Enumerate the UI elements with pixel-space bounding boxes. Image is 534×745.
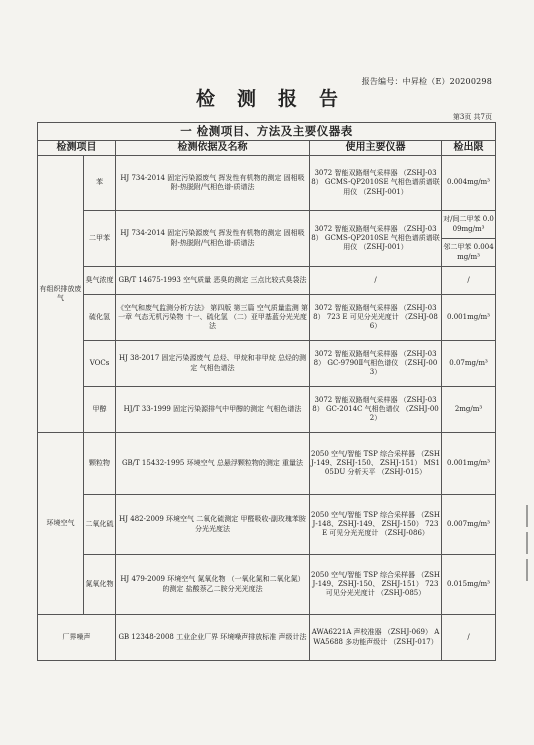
table-row bbox=[38, 615, 496, 661]
table-row bbox=[38, 156, 496, 211]
method-cell: 《空气和废气监测分析方法》 第四版 第三篇 空气质量监测 第一章 气态无机污染物 十一、硫化氢 （二）亚甲基蓝分光光度法 bbox=[116, 295, 310, 341]
item-methanol: 甲醇 bbox=[84, 387, 116, 433]
item-nox: 氮氧化物 bbox=[84, 555, 116, 615]
method-cell: HJ/T 33-1999 固定污染源排气中甲醇的测定 气相色谱法 bbox=[116, 387, 310, 433]
limit-cell: 0.004mg/m³ bbox=[442, 156, 496, 211]
header-method: 检测依据及名称 bbox=[116, 141, 310, 156]
item-vocs: VOCs bbox=[84, 341, 116, 387]
table-row bbox=[38, 211, 496, 239]
header-instrument: 使用主要仪器 bbox=[310, 141, 442, 156]
limit-cell: 对/间二甲苯 0.009mg/m³ bbox=[442, 211, 496, 239]
table-row bbox=[38, 267, 496, 295]
item-tsp: 颗粒物 bbox=[84, 433, 116, 495]
table-row bbox=[38, 555, 496, 615]
instrument-cell: 3072 智能双路烟气采样器 （ZSHJ-038） GCMS-QP2010SE 气相色谱质谱联用仪 （ZSHJ-001） bbox=[310, 156, 442, 211]
method-cell: GB/T 15432-1995 环境空气 总悬浮颗粒物的测定 重量法 bbox=[116, 433, 310, 495]
instrument-cell: 2050 空气/智能 TSP 综合采样器 （ZSHJ-149、ZSHJ-150、 ZSHJ-151） 723 可见分光光度计 （ZSHJ-085） bbox=[310, 555, 442, 615]
report-title: 检测报告 bbox=[195, 88, 360, 110]
item-odor: 臭气浓度 bbox=[84, 267, 116, 295]
method-instrument-table bbox=[37, 122, 496, 661]
page-number: 第3页 共7页 bbox=[452, 113, 492, 121]
table-row bbox=[38, 295, 496, 341]
instrument-cell: 3072 智能双路烟气采样器 （ZSHJ-038） GC-9790Ⅱ气相色谱仪 （ZSHJ-003） bbox=[310, 341, 442, 387]
limit-cell: 0.015mg/m³ bbox=[442, 555, 496, 615]
item-benzene: 苯 bbox=[84, 156, 116, 211]
method-cell: HJ 38-2017 固定污染源废气 总烃、甲烷和非甲烷 总烃的测定 气相色谱法 bbox=[116, 341, 310, 387]
table-row bbox=[38, 433, 496, 495]
method-cell: HJ 734-2014 固定污染源废气 挥发性有机物的测定 固相吸附-热脱附/气相色谱-质谱法 bbox=[116, 211, 310, 267]
header-item: 检测项目 bbox=[38, 141, 116, 156]
report-number: 报告编号：中昇检（E）20200298 bbox=[361, 77, 492, 86]
category-organic: 有组织排放废气 bbox=[38, 156, 84, 433]
limit-cell: / bbox=[442, 267, 496, 295]
section-title: 一 检测项目、方法及主要仪器表 bbox=[38, 123, 496, 141]
instrument-cell: / bbox=[310, 267, 442, 295]
table-row bbox=[38, 387, 496, 433]
table-row bbox=[38, 341, 496, 387]
category-noise: 厂界噪声 bbox=[38, 615, 116, 661]
method-cell: HJ 482-2009 环境空气 二氧化硫测定 甲醛吸收-副玫瑰苯胺分光光度法 bbox=[116, 495, 310, 555]
item-xylene: 二甲苯 bbox=[84, 211, 116, 267]
method-cell: HJ 734-2014 固定污染源废气 挥发性有机物的测定 固相吸附-热脱附/气相色谱-质谱法 bbox=[116, 156, 310, 211]
limit-cell: / bbox=[442, 615, 496, 661]
instrument-cell: 3072 智能双路烟气采样器 （ZSHJ-038） 723 E 可见分光光度计 （ZSHJ-086） bbox=[310, 295, 442, 341]
header-limit: 检出限 bbox=[442, 141, 496, 156]
instrument-cell: AWA6221A 声校准器 （ZSHJ-069） AWA5688 多功能声级计 （ZSHJ-017） bbox=[310, 615, 442, 661]
item-h2s: 硫化氢 bbox=[84, 295, 116, 341]
instrument-cell: 2050 空气/智能 TSP 综合采样器 （ZSHJ-148、ZSHJ-149、 ZSHJ-150） 723 E 可见分光光度计 （ZSHJ-086） bbox=[310, 495, 442, 555]
instrument-cell: 3072 智能双路烟气采样器 （ZSHJ-038） GCMS-QP2010SE 气相色谱质谱联用仪 （ZSHJ-001） bbox=[310, 211, 442, 267]
limit-cell: 0.001mg/m³ bbox=[442, 433, 496, 495]
method-cell: GB/T 14675-1993 空气质量 恶臭的测定 三点比较式臭袋法 bbox=[116, 267, 310, 295]
instrument-cell: 3072 智能双路烟气采样器 （ZSHJ-038） GC-2014C 气相色谱仪 （ZSHJ-002） bbox=[310, 387, 442, 433]
method-cell: HJ 479-2009 环境空气 氮氧化物 （一氧化氮和二氧化氮）的测定 盐酸萘乙二胺分光光度法 bbox=[116, 555, 310, 615]
limit-cell: 0.07mg/m³ bbox=[442, 341, 496, 387]
limit-cell: 0.007mg/m³ bbox=[442, 495, 496, 555]
edge-stamp-mark bbox=[520, 500, 532, 610]
limit-cell: 2mg/m³ bbox=[442, 387, 496, 433]
limit-cell: 0.001mg/m³ bbox=[442, 295, 496, 341]
category-ambient: 环境空气 bbox=[38, 433, 84, 615]
item-so2: 二氧化硫 bbox=[84, 495, 116, 555]
instrument-cell: 2050 空气/智能 TSP 综合采样器 （ZSHJ-149、ZSHJ-150、 ZSHJ-151） MS105DU 分析天平 （ZSHJ-015） bbox=[310, 433, 442, 495]
table-row bbox=[38, 495, 496, 555]
limit-cell: 邻二甲苯 0.004mg/m³ bbox=[442, 239, 496, 267]
method-cell: GB 12348-2008 工业企业厂界 环境噪声排放标准 声级计法 bbox=[116, 615, 310, 661]
